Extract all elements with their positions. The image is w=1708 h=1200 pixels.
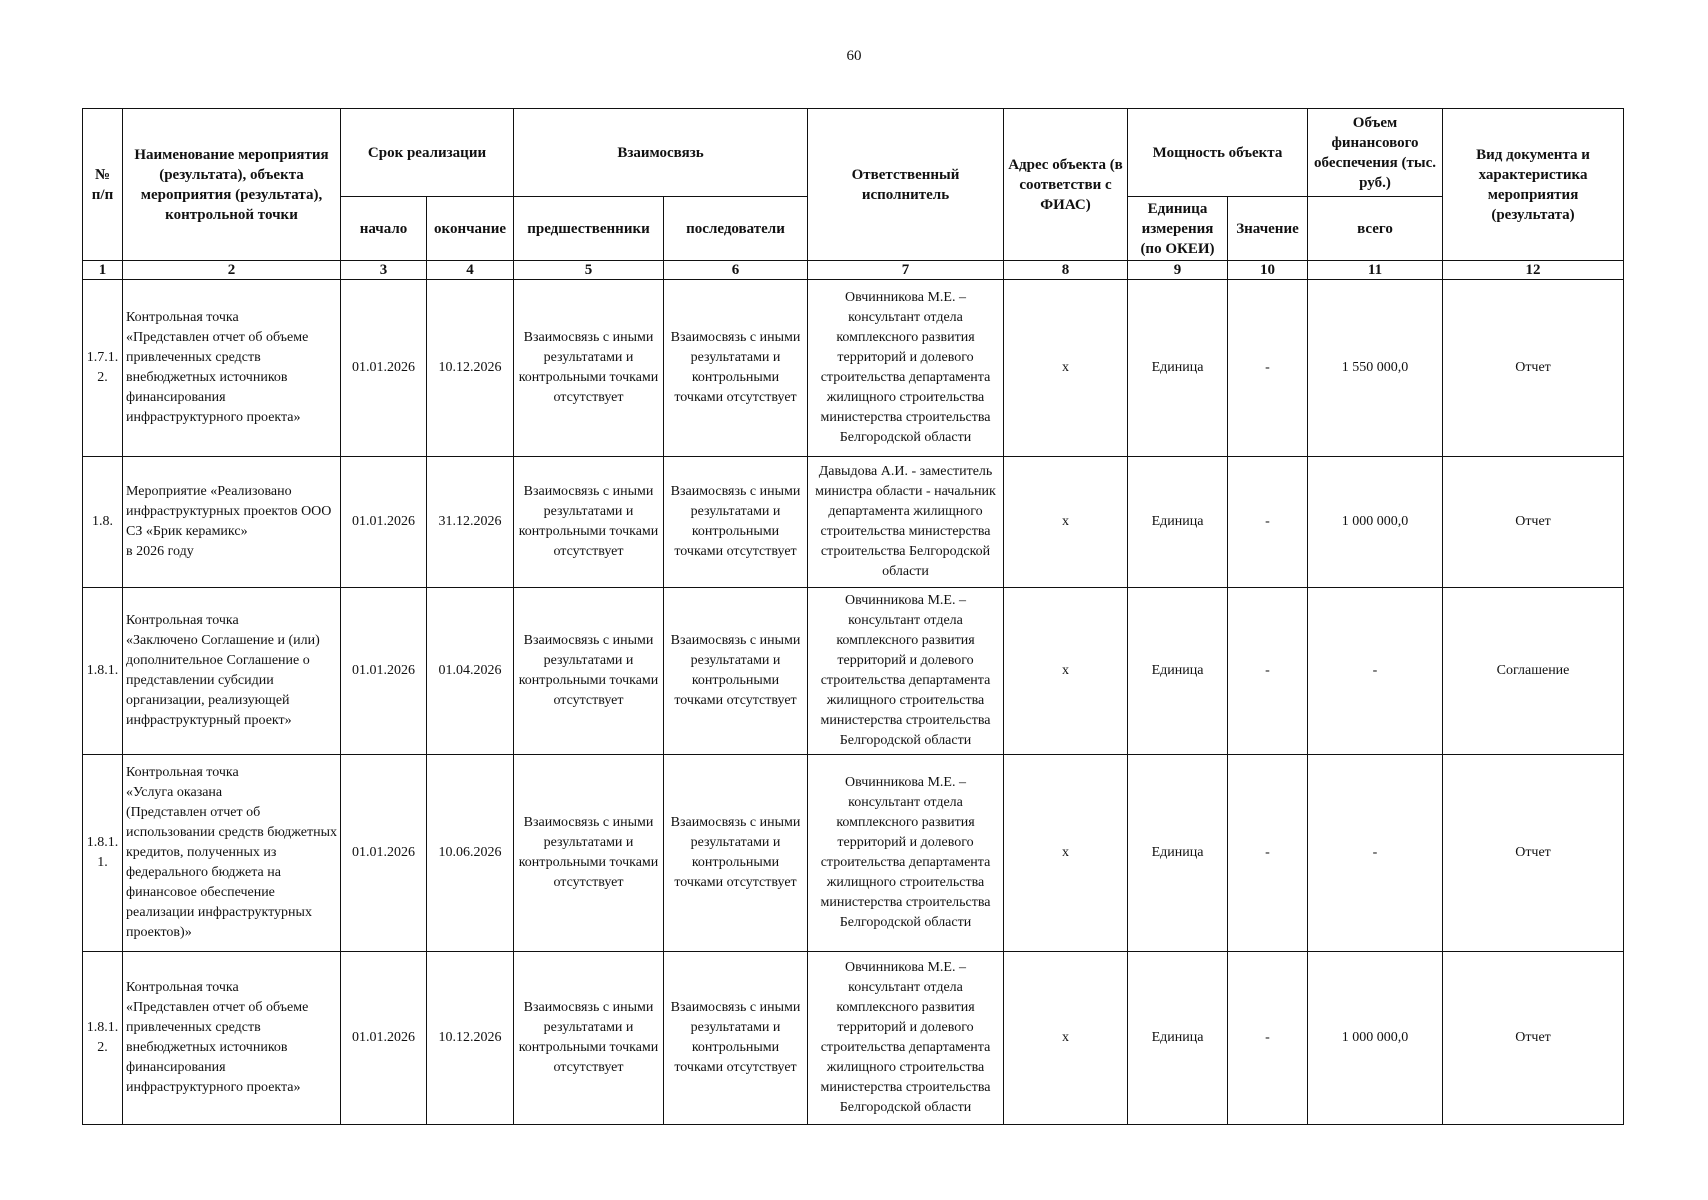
row-address: x	[1004, 587, 1128, 754]
row-end-date: 31.12.2026	[427, 457, 514, 588]
row-doc-type: Соглашение	[1443, 587, 1624, 754]
row-num: 1.8.1. 1.	[83, 754, 123, 951]
row-successors: Взаимосвязь с иными результатами и контрольными точками отсутствует	[664, 951, 808, 1124]
row-responsible: Овчинникова М.Е. – консультант отдела комплексного развития территорий и долевого строительства департамента жилищного строительства министерства строительства Белгородской области	[808, 951, 1004, 1124]
row-end-date: 01.04.2026	[427, 587, 514, 754]
column-number: 10	[1228, 261, 1308, 280]
control-points-table	[82, 108, 1624, 1125]
column-number: 4	[427, 261, 514, 280]
column-number: 11	[1308, 261, 1443, 280]
row-value: -	[1228, 280, 1308, 457]
header-term-end: окончание	[427, 197, 514, 261]
header-finance: Объем финансового обеспечения (тыс. руб.)	[1308, 109, 1443, 197]
header-doc-type: Вид документа и характеристика мероприятия (результата)	[1443, 109, 1624, 261]
row-finance-total: 1 000 000,0	[1308, 457, 1443, 588]
header-term: Срок реализации	[341, 109, 514, 197]
column-number: 8	[1004, 261, 1128, 280]
row-doc-type: Отчет	[1443, 754, 1624, 951]
row-address: x	[1004, 457, 1128, 588]
row-successors: Взаимосвязь с иными результатами и контрольными точками отсутствует	[664, 587, 808, 754]
header-term-start: начало	[341, 197, 427, 261]
row-num: 1.8.	[83, 457, 123, 588]
row-num: 1.8.1. 2.	[83, 951, 123, 1124]
row-doc-type: Отчет	[1443, 457, 1624, 588]
row-end-date: 10.12.2026	[427, 951, 514, 1124]
column-number: 3	[341, 261, 427, 280]
row-predecessors: Взаимосвязь с иными результатами и контрольными точками отсутствует	[514, 457, 664, 588]
row-name: Контрольная точка «Представлен отчет об объеме привлеченных средств внебюджетных источников финансирования инфраструктурного проекта»	[123, 280, 341, 457]
page-number: 60	[846, 48, 862, 64]
row-finance-total: -	[1308, 754, 1443, 951]
header-link: Взаимосвязь	[514, 109, 808, 197]
row-predecessors: Взаимосвязь с иными результатами и контрольными точками отсутствует	[514, 280, 664, 457]
header-capacity-unit: Единица измерения (по ОКЕИ)	[1128, 197, 1228, 261]
column-number: 7	[808, 261, 1004, 280]
column-number: 2	[123, 261, 341, 280]
header-name: Наименование мероприятия (результата), объекта мероприятия (результата), контрольной точки	[123, 109, 341, 261]
header-link-prev: предшественники	[514, 197, 664, 261]
row-value: -	[1228, 754, 1308, 951]
row-start-date: 01.01.2026	[341, 587, 427, 754]
row-end-date: 10.06.2026	[427, 754, 514, 951]
row-predecessors: Взаимосвязь с иными результатами и контрольными точками отсутствует	[514, 754, 664, 951]
row-successors: Взаимосвязь с иными результатами и контрольными точками отсутствует	[664, 754, 808, 951]
row-successors: Взаимосвязь с иными результатами и контрольными точками отсутствует	[664, 280, 808, 457]
row-start-date: 01.01.2026	[341, 457, 427, 588]
column-number: 12	[1443, 261, 1624, 280]
row-address: x	[1004, 280, 1128, 457]
column-number-row	[83, 261, 1624, 280]
row-value: -	[1228, 951, 1308, 1124]
column-number: 9	[1128, 261, 1228, 280]
row-address: x	[1004, 951, 1128, 1124]
header-capacity: Мощность объекта	[1128, 109, 1308, 197]
header-capacity-value: Значение	[1228, 197, 1308, 261]
row-finance-total: -	[1308, 587, 1443, 754]
row-start-date: 01.01.2026	[341, 280, 427, 457]
row-finance-total: 1 000 000,0	[1308, 951, 1443, 1124]
row-successors: Взаимосвязь с иными результатами и контрольными точками отсутствует	[664, 457, 808, 588]
row-name: Контрольная точка «Услуга оказана (Представлен отчет об использовании средств бюджетных кредитов, полученных из федерального бюджета на финансовое обеспечение реализации инфраструктурных проектов)»	[123, 754, 341, 951]
row-name: Контрольная точка «Представлен отчет об объеме привлеченных средств внебюджетных источников финансирования инфраструктурного проекта»	[123, 951, 341, 1124]
row-address: x	[1004, 754, 1128, 951]
row-start-date: 01.01.2026	[341, 951, 427, 1124]
header-address: Адрес объекта (в соответстви с ФИАС)	[1004, 109, 1128, 261]
row-doc-type: Отчет	[1443, 280, 1624, 457]
row-value: -	[1228, 587, 1308, 754]
row-unit: Единица	[1128, 457, 1228, 588]
row-name: Мероприятие «Реализовано инфраструктурных проектов ООО СЗ «Брик керамикс» в 2026 году	[123, 457, 341, 588]
table-row	[83, 754, 1624, 951]
column-number: 1	[83, 261, 123, 280]
row-start-date: 01.01.2026	[341, 754, 427, 951]
table-row	[83, 951, 1624, 1124]
row-unit: Единица	[1128, 754, 1228, 951]
row-value: -	[1228, 457, 1308, 588]
row-name: Контрольная точка «Заключено Соглашение и (или) дополнительное Соглашение о представлении субсидии организации, реализующей инфраструктурный проект»	[123, 587, 341, 754]
table-row	[83, 587, 1624, 754]
row-responsible: Овчинникова М.Е. – консультант отдела комплексного развития территорий и долевого строительства департамента жилищного строительства министерства строительства Белгородской области	[808, 754, 1004, 951]
table-row	[83, 457, 1624, 588]
column-number: 6	[664, 261, 808, 280]
header-responsible: Ответственный исполнитель	[808, 109, 1004, 261]
row-unit: Единица	[1128, 587, 1228, 754]
row-unit: Единица	[1128, 280, 1228, 457]
header-finance-total: всего	[1308, 197, 1443, 261]
column-number: 5	[514, 261, 664, 280]
row-unit: Единица	[1128, 951, 1228, 1124]
row-num: 1.8.1.	[83, 587, 123, 754]
row-responsible: Овчинникова М.Е. – консультант отдела комплексного развития территорий и долевого строительства департамента жилищного строительства министерства строительства Белгородской области	[808, 280, 1004, 457]
row-end-date: 10.12.2026	[427, 280, 514, 457]
row-predecessors: Взаимосвязь с иными результатами и контрольными точками отсутствует	[514, 587, 664, 754]
row-finance-total: 1 550 000,0	[1308, 280, 1443, 457]
row-num: 1.7.1. 2.	[83, 280, 123, 457]
row-predecessors: Взаимосвязь с иными результатами и контрольными точками отсутствует	[514, 951, 664, 1124]
table-row	[83, 280, 1624, 457]
row-doc-type: Отчет	[1443, 951, 1624, 1124]
row-responsible: Овчинникова М.Е. – консультант отдела комплексного развития территорий и долевого строительства департамента жилищного строительства министерства строительства Белгородской области	[808, 587, 1004, 754]
header-link-next: последователи	[664, 197, 808, 261]
row-responsible: Давыдова А.И. - заместитель министра области - начальник департамента жилищного строительства министерства строительства Белгородской области	[808, 457, 1004, 588]
header-num: № п/п	[83, 109, 123, 261]
